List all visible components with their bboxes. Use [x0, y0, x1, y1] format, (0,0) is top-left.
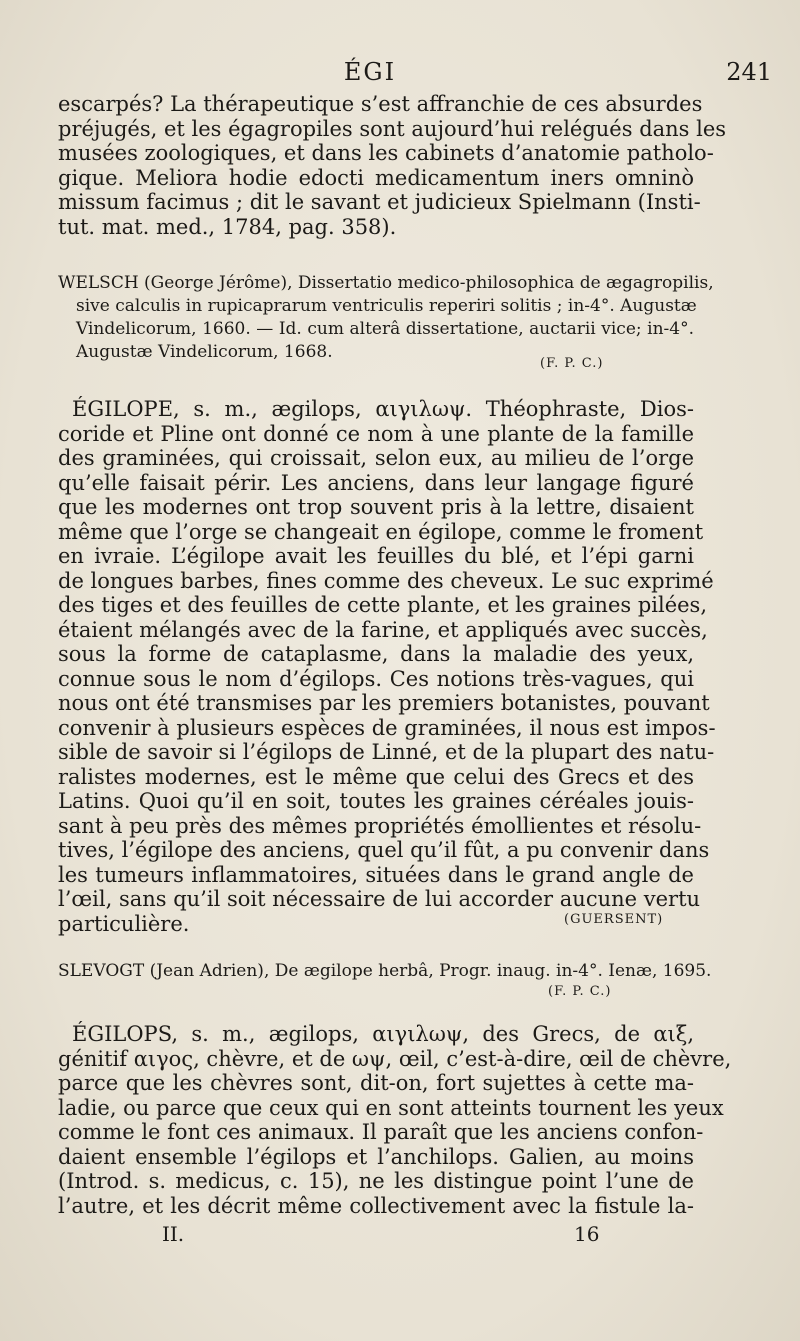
- text-line: sible de savoir si l’égilops de Linné, et de la plupart des natu-: [58, 740, 715, 764]
- biblio-line: SLEVOGT (Jean Adrien), De ægilope herbâ, Progr. inaug. in-4°. Ienæ, 1695.: [58, 961, 712, 981]
- bibliography-welsch: [58, 272, 714, 364]
- text-line: convenir à plusieurs espèces de graminées, il nous est impos-: [58, 715, 716, 740]
- text-line: préjugés, et les égagropiles sont aujourd’hui relégués dans les: [58, 116, 727, 141]
- text-line: étaient mélangés avec de la farine, et appliqués avec succès,: [58, 617, 708, 642]
- text-line: tut. mat. med., 1784, pag. 358).: [58, 214, 397, 239]
- volume-mark: II.: [162, 1222, 185, 1246]
- biblio-line: WELSCH (George Jérôme), Dissertatio medico-philosophica de ægagropilis,: [58, 273, 714, 293]
- text-line: comme le font ces animaux. Il paraît que les anciens confon-: [58, 1120, 704, 1144]
- text-line: des graminées, qui croissait, selon eux, au milieu de l’orge: [58, 446, 694, 470]
- text-line: les tumeurs inflammatoires, situées dans le grand angle de: [58, 862, 694, 887]
- top-paragraph: [58, 92, 727, 239]
- text-line: gique. Meliora hodie edocti medicamentum iners omninò: [58, 165, 694, 190]
- text-line: Latins. Quoi qu’il en soit, toutes les graines céréales jouis-: [58, 789, 694, 813]
- text-line: parce que les chèvres sont, dit-on, fort sujettes à cette ma-: [58, 1071, 694, 1095]
- entry-egilope: [58, 397, 716, 936]
- text-line: missum facimus ; dit le savant et judicieux Spielmann (Insti-: [58, 190, 701, 214]
- text-line: tives, l’égilope des anciens, quel qu’il fût, a pu convenir dans: [58, 838, 710, 862]
- text-line: sous la forme de cataplasme, dans la maladie des yeux,: [58, 642, 694, 666]
- text-line: escarpés? La thérapeutique s’est affranchie de ces absurdes: [58, 92, 703, 116]
- text-line: musées zoologiques, et dans les cabinets d’anatomie patholo-: [58, 141, 714, 165]
- entry-heading-line: ÉGILOPE, s. m., ægilops, αιγιλωψ. Théophraste, Dios-: [72, 397, 694, 421]
- text-line: en ivraie. L’égilope avait les feuilles du blé, et l’épi garni: [58, 544, 694, 568]
- text-line: (Introd. s. medicus, c. 15), ne les distingue point l’une de: [58, 1169, 694, 1193]
- signature-mark: 16: [574, 1222, 600, 1246]
- text-line: même que l’orge se changeait en égilope, comme le froment: [58, 519, 704, 544]
- running-head: ÉGI: [343, 58, 397, 86]
- text-line: des tiges et des feuilles de cette plante, et les graines pilées,: [58, 593, 708, 617]
- text-line: l’autre, et les décrit même collectivement avec la fistule la-: [58, 1193, 694, 1218]
- page-number: 241: [726, 58, 772, 86]
- text-line: nous ont été transmises par les premiers botanistes, pouvant: [58, 691, 710, 715]
- text-line: ralistes modernes, est le même que celui des Grecs et des: [58, 764, 694, 789]
- entry-heading-line: ÉGILOPS, s. m., ægilops, αιγιλωψ, des Grecs, de αιξ,: [72, 1022, 694, 1046]
- text-line: particulière.: [58, 911, 190, 936]
- signature-fpc: (F. P. C.): [540, 356, 604, 371]
- text-line: daient ensemble l’égilops et l’anchilops. Galien, au moins: [58, 1144, 694, 1169]
- signature-fpc: (F. P. C.): [548, 984, 612, 999]
- text-line: l’œil, sans qu’il soit nécessaire de lui accorder aucune vertu: [58, 887, 701, 911]
- text-line: connue sous le nom d’égilops. Ces notions très-vagues, qui: [58, 666, 694, 691]
- signature-guersent: (GUERSENT): [564, 912, 664, 927]
- biblio-line: sive calculis in rupicaprarum ventriculis reperiri solitis ; in-4°. Augustæ: [76, 296, 697, 316]
- bibliography-slevogt: [58, 960, 712, 983]
- biblio-line: Augustæ Vindelicorum, 1668.: [76, 342, 333, 362]
- text-line: sant à peu près des mêmes propriétés émollientes et résolu-: [58, 813, 702, 838]
- text-line: que les modernes ont trop souvent pris à la lettre, disaient: [58, 495, 694, 519]
- text-line: de longues barbes, fines comme des cheveux. Le suc exprimé: [58, 568, 714, 593]
- text-line: ladie, ou parce que ceux qui en sont atteints tournent les yeux: [58, 1095, 724, 1120]
- biblio-line: Vindelicorum, 1660. — Id. cum alterâ dissertatione, auctarii vice; in-4°.: [76, 319, 694, 339]
- entry-egilops: [58, 1022, 732, 1218]
- text-line: qu’elle faisait périr. Les anciens, dans leur langage figuré: [58, 470, 694, 495]
- text-line: coride et Pline ont donné ce nom à une plante de la famille: [58, 421, 694, 446]
- text-line: génitif αιγος, chèvre, et de ωψ, œil, c’est-à-dire, œil de chèvre,: [58, 1046, 732, 1071]
